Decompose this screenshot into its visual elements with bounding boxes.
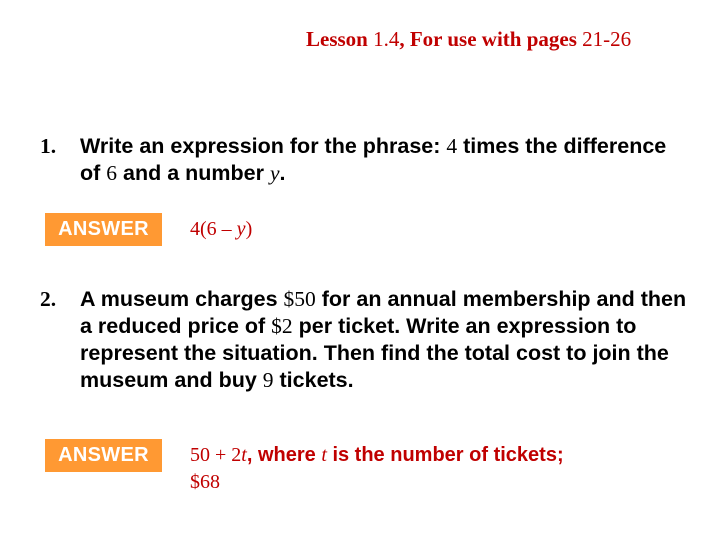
answer-2-total: $68	[190, 471, 220, 493]
pages-range: 21-26	[582, 27, 632, 51]
answer-badge-1: ANSWER	[45, 213, 162, 246]
question-1	[40, 133, 690, 187]
answer-1: 4(6 – y)	[190, 218, 253, 240]
question-2-text: A museum charges $50 for an annual membership and then a reduced price of $2 per ticket. Write an expression to represent the situation. Then find the total cost to join the museum and buy 9 tickets.	[80, 287, 687, 392]
lesson-header	[306, 27, 696, 52]
question-1-number: 1.	[40, 134, 57, 158]
lesson-number: 1.4	[373, 27, 400, 51]
answer-badge-2: ANSWER	[45, 439, 162, 472]
question-2	[40, 286, 690, 394]
pages-label: , For use with pages	[399, 27, 583, 51]
lesson-label: Lesson	[306, 27, 374, 51]
question-2-number: 2.	[40, 287, 57, 311]
question-1-text: Write an expression for the phrase: 4 times the difference of 6 and a number y.	[80, 134, 667, 185]
answer-2: 50 + 2t, where t is the number of tickets; $68	[190, 444, 564, 493]
